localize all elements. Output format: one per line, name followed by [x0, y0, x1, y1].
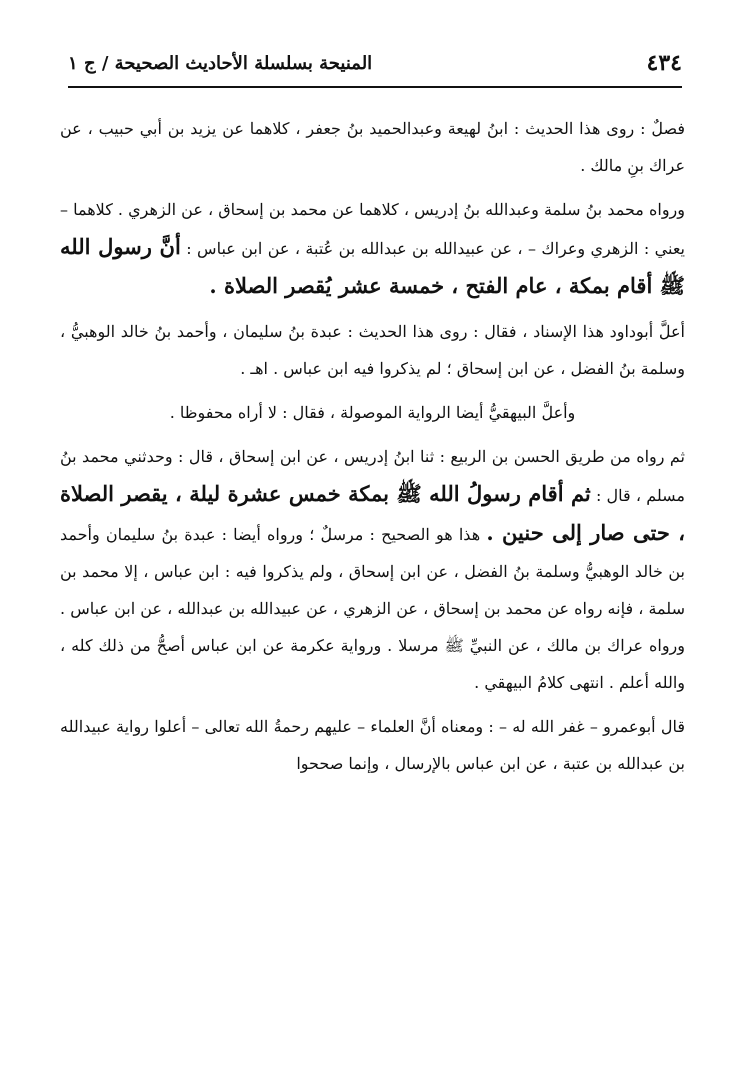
text-body: [60, 110, 685, 789]
paragraph-abudawud: [60, 313, 685, 387]
paragraph-fasl: [60, 110, 685, 184]
paragraph-riwayah: [60, 191, 685, 306]
paragraph-text: فصلٌ : روى هذا الحديث : ابنُ لهيعة وعبدالحميد بنُ جعفر ، كلاهما عن يزيد بن أبي حبيب ، عن عراك بنِ مالك .: [60, 119, 685, 175]
hadith-text: ثم أقام رسولُ الله ﷺ بمكة خمس عشرة ليلة ، يقصر الصلاة ، حتى صار إلى حنين .: [60, 481, 686, 545]
paragraph-hasan: [60, 438, 685, 701]
paragraph-text: وأعلَّ البيهقيُّ أيضا الرواية الموصولة ، فقال : لا أراه محفوظا .: [169, 403, 576, 422]
page-number: ٤٣٤: [646, 50, 682, 76]
book-title: المنيحة بسلسلة الأحاديث الصحيحة / ج ١: [68, 52, 373, 74]
paragraph-text: ورواه محمد بنُ سلمة وعبدالله بنُ إدريس ، كلاهما عن محمد بن إسحاق ، عن الزهري . كلاهما – يعني : الزهري وعراك – ، عن عبيدالله بن عبدالله بن عُتبة ، عن ابن عباس :: [60, 200, 685, 258]
hadith-text: أنَّ رسول الله ﷺ أقام بمكة ، عام الفتح ، خمسة عشر يُقصر الصلاة .: [60, 234, 685, 298]
running-header: [68, 44, 682, 82]
paragraph-bayhaqi: [60, 394, 685, 431]
paragraph-continuation: هذا هو الصحيح : مرسلٌ ؛ ورواه أيضا : عبدة بنُ سليمان وأحمد بن خالد الوهبيُّ وسلمة بنُ الفضل ، عن ابن إسحاق ، ولم يذكروا فيه : ابن عباس ، إلا محمد بن سلمة ، فإنه رواه عن محمد بن إسحاق ، عن الزهري ، عن عبيدالله بن عبدالله ، عن ابن عباس . ورواه عراك بن مالك ، عن النبيِّ ﷺ مرسلا . ورواية عكرمة عن ابن عباس أصحُّ من ذلك كله ، والله أعلم . انتهى كلامُ البيهقي .: [60, 525, 686, 692]
paragraph-abuamr: [60, 708, 685, 782]
paragraph-text: ثم رواه من طريق الحسن بن الربيع : ثنا ابنُ إدريس ، عن ابن إسحاق ، قال : وحدثني محمد بنُ مسلم ، قال :: [60, 447, 686, 505]
header-rule: [68, 86, 682, 88]
paragraph-text: قال أبوعمرو – غفر الله له – : ومعناه أنَّ العلماء – عليهم رحمةُ الله تعالى – أعلوا رواية عبيدالله بن عبدالله بن عتبة ، عن ابن عباس بالإرسال ، وإنما صححوا: [60, 717, 685, 773]
paragraph-text: أعلَّ أبوداود هذا الإسناد ، فقال : روى هذا الحديث : عبدة بنُ سليمان ، وأحمد بنُ خالد الوهبيُّ ، وسلمة بنُ الفضل ، عن ابن إسحاق ؛ لم يذكروا فيه ابن عباس . اهـ .: [60, 322, 685, 378]
